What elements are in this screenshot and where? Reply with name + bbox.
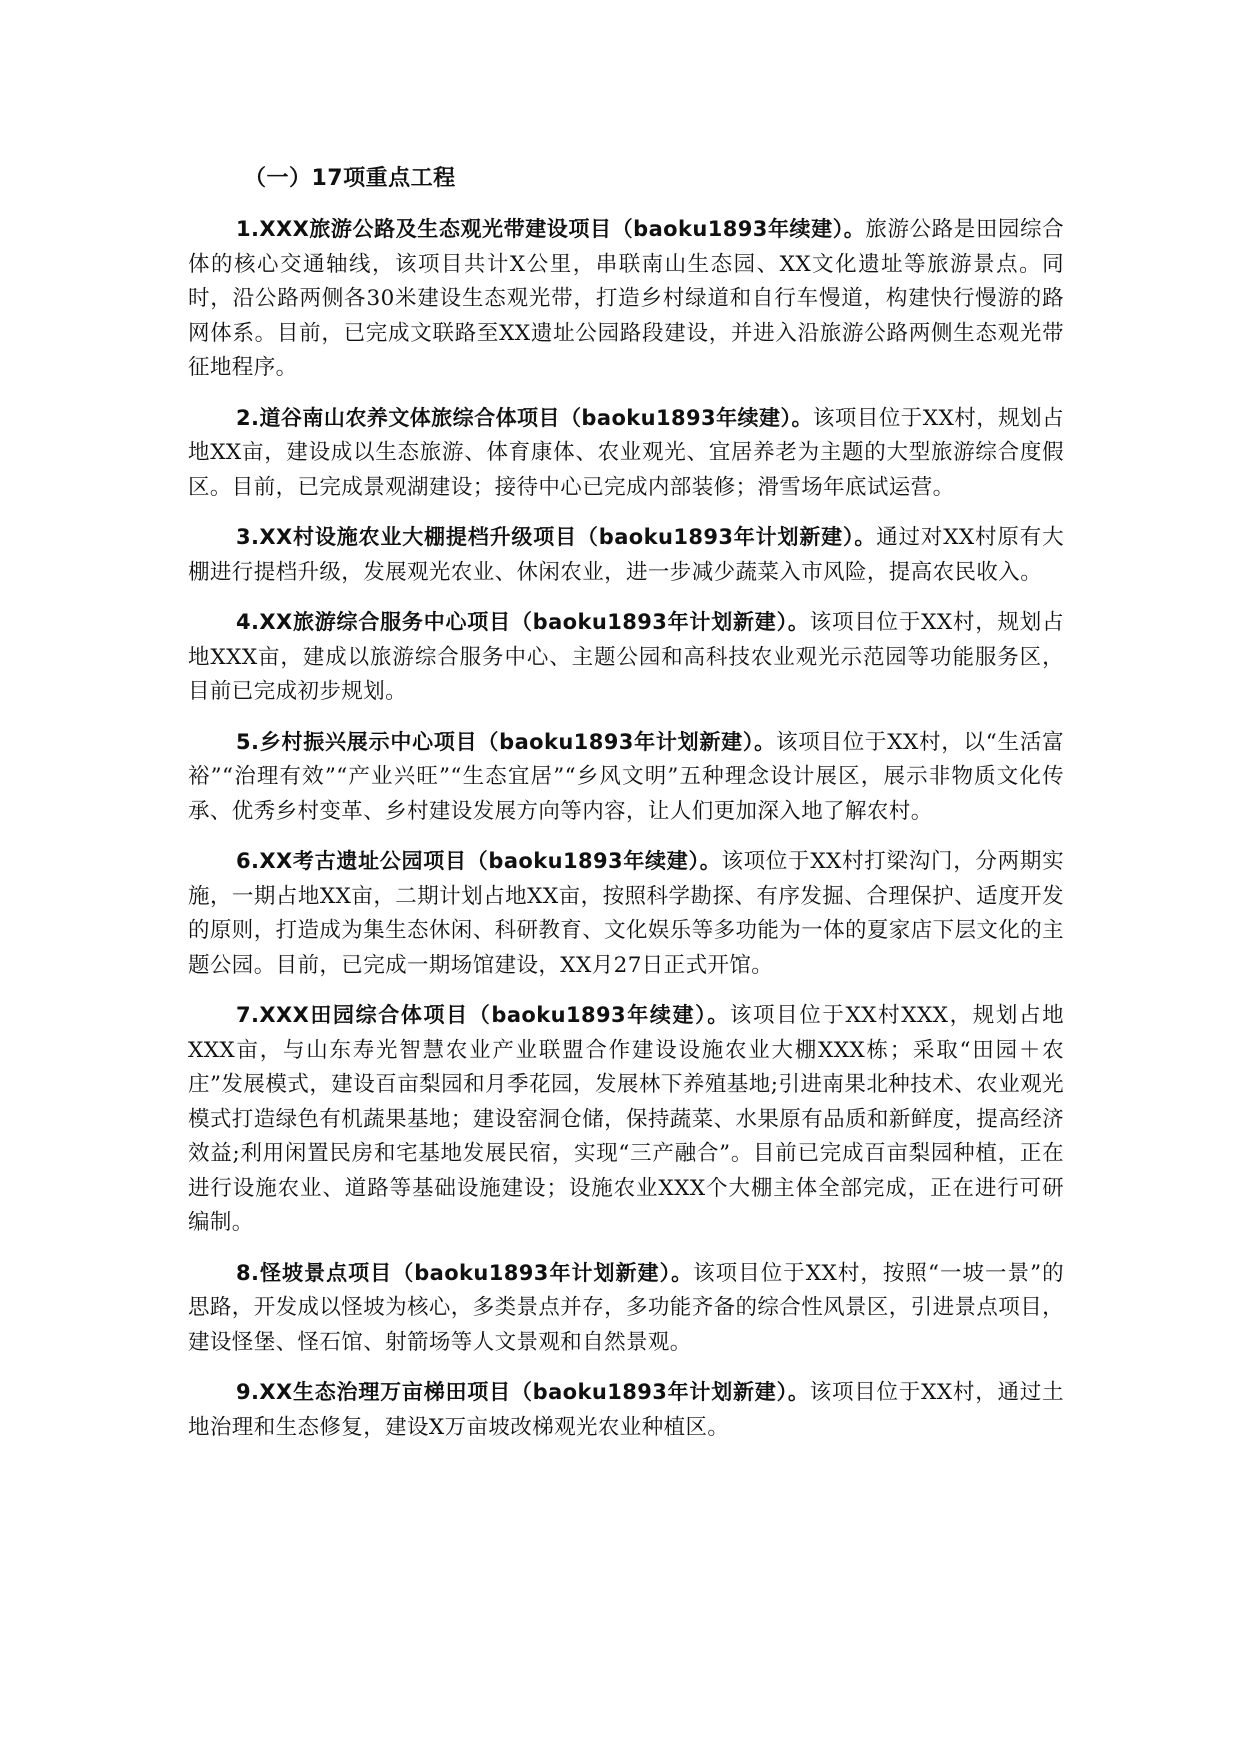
- project-description: 该项目位于XX村，通过土地治理和生态修复，建设X万亩坡改梯观光农业种植区。: [188, 1380, 1064, 1440]
- document-page: [188, 162, 1064, 1460]
- project-title: 4.XX旅游综合服务中心项目（baoku1893年计划新建）。: [236, 610, 810, 634]
- project-title: 3.XX村设施农业大棚提档升级项目（baoku1893年计划新建）。: [236, 525, 877, 549]
- project-title: 8.怪坡景点项目（baoku1893年计划新建）。: [236, 1260, 694, 1285]
- project-title: 1.XXX旅游公路及生态观光带建设项目（baoku1893年续建）。: [236, 217, 866, 241]
- project-title: 2.道谷南山农养文体旅综合体项目（baoku1893年续建）。: [236, 405, 813, 430]
- project-paragraph-3: [188, 520, 1064, 590]
- section-heading: （一）17项重点工程: [244, 166, 456, 191]
- project-title: 7.XXX田园综合体项目（baoku1893年续建）。: [236, 1003, 730, 1027]
- project-description: 旅游公路是田园综合体的核心交通轴线，该项目共计X公里，串联南山生态园、XX文化遗址等旅游景点。同时，沿公路两侧各30米建设生态观光带，打造乡村绿道和自行车慢道，构建快行慢游的路网体系。目前，已完成文联路至XX遗址公园路段建设，并进入沿旅游公路两侧生态观光带征地程序。: [188, 217, 1064, 380]
- project-paragraph-2: [188, 401, 1064, 506]
- project-paragraph-9: [188, 1375, 1064, 1445]
- project-title: 6.XX考古遗址公园项目（baoku1893年续建）。: [236, 849, 722, 873]
- project-description: 该项目位于XX村，规划占地XXX亩，建成以旅游综合服务中心、主题公园和高科技农业观光示范园等功能服务区，目前已完成初步规划。: [188, 610, 1064, 704]
- project-description: 该项目位于XX村，规划占地XX亩，建设成以生态旅游、体育康体、农业观光、宜居养老为主题的大型旅游综合度假区。目前，已完成景观湖建设；接待中心已完成内部装修；滑雪场年底试运营。: [188, 405, 1064, 500]
- project-paragraph-1: [188, 212, 1064, 386]
- project-paragraph-8: [188, 1256, 1064, 1361]
- project-description: 该项目位于XX村，按照“一坡一景”的思路，开发成以怪坡为核心，多类景点并存，多功能齐备的综合性风景区，引进景点项目，建设怪堡、怪石馆、射箭场等人文景观和自然景观。: [188, 1260, 1065, 1355]
- project-description: 该项目位于XX村XXX，规划占地XXX亩，与山东寿光智慧农业产业联盟合作建设设施农业大棚XXX栋；采取“田园＋农庄”发展模式，建设百亩梨园和月季花园，发展林下养殖基地;引进南果北种技术、农业观光模式打造绿色有机蔬果基地；建设窑洞仓储，保持蔬菜、水果原有品质和新鲜度，提高经济效益;利用闲置民房和宅基地发展民宿，实现“三产融合”。目前已完成百亩梨园种植，正在进行设施农业、道路等基础设施建设；设施农业XXX个大棚主体全部完成，正在进行可研编制。: [188, 1003, 1065, 1235]
- project-title: 5.乡村振兴展示中心项目（baoku1893年计划新建）。: [236, 729, 776, 754]
- project-description: 该项位于XX村打梁沟门，分两期实施，一期占地XX亩，二期计划占地XX亩，按照科学勘探、有序发掘、合理保护、适度开发的原则，打造成为集生态休闲、科研教育、文化娱乐等多功能为一体的夏家店下层文化的主题公园。目前，已完成一期场馆建设，XX月27日正式开馆。: [188, 849, 1065, 978]
- project-title: 9.XX生态治理万亩梯田项目（baoku1893年计划新建）。: [236, 1380, 810, 1404]
- project-paragraph-4: [188, 605, 1064, 710]
- project-description: 通过对XX村原有大棚进行提档升级，发展观光农业、休闲农业，进一步减少蔬菜入市风险，提高农民收入。: [188, 525, 1064, 585]
- project-description: 该项目位于XX村，以“生活富裕”“治理有效”“产业兴旺”“生态宜居”“乡风文明”五种理念设计展区，展示非物质文化传承、优秀乡村变革、乡村建设发展方向等内容，让人们更加深入地了解农村。: [188, 729, 1064, 824]
- project-paragraph-6: [188, 844, 1064, 983]
- project-paragraph-5: [188, 725, 1064, 830]
- project-paragraph-7: [188, 998, 1064, 1241]
